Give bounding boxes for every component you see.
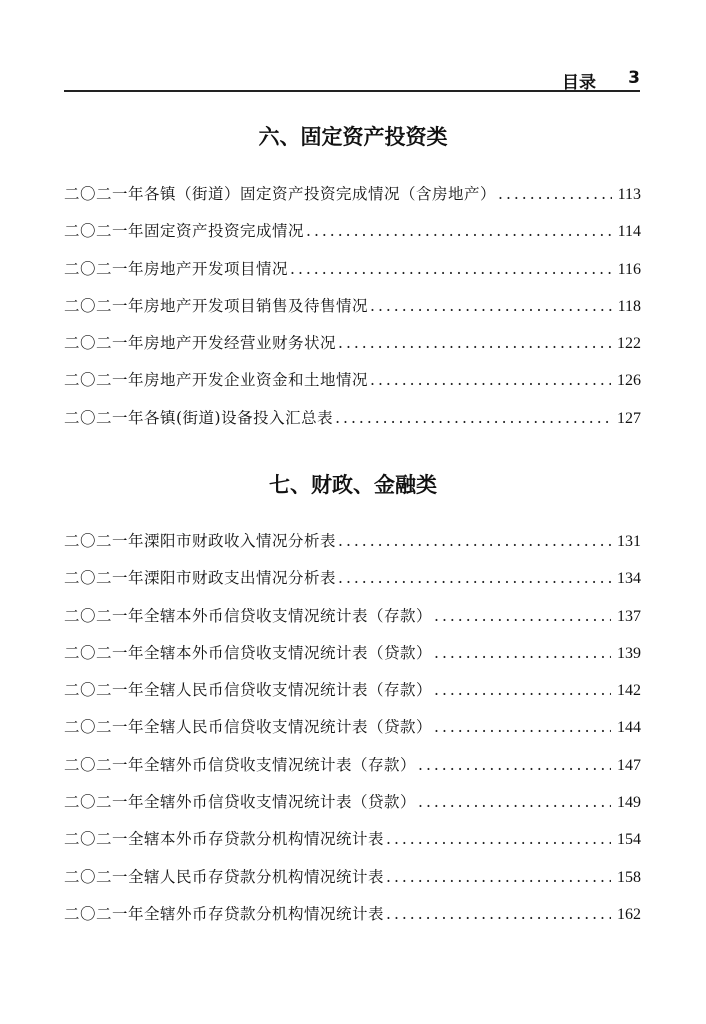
toc-entry[interactable] <box>64 294 641 331</box>
toc-entry-label: 二〇二一年各镇(街道)设备投入汇总表 <box>64 408 334 427</box>
toc-entry-label: 二〇二一年各镇（街道）固定资产投资完成情况（含房地产） <box>64 185 497 203</box>
dot-leader <box>498 185 612 203</box>
header-page-number: 3 <box>628 68 640 88</box>
header-title: 目录 <box>562 73 596 93</box>
toc-entry[interactable] <box>64 678 641 715</box>
toc-entry-page: 154 <box>617 831 641 849</box>
toc-entry-page: 158 <box>617 868 641 886</box>
toc-entry[interactable] <box>64 902 641 939</box>
toc-entry-page: 114 <box>617 223 641 241</box>
toc-entry-page: 137 <box>617 607 641 625</box>
toc-entry-label: 二〇二一年溧阳市财政支出情况分析表 <box>64 569 337 588</box>
dot-leader <box>434 607 611 625</box>
section-title-fixed-assets: 六、固定资产投资类 <box>258 125 448 149</box>
dot-leader <box>434 681 611 699</box>
page-header <box>64 66 640 92</box>
toc-entry[interactable] <box>64 219 641 256</box>
toc-entry-page: 122 <box>617 335 641 353</box>
dot-leader <box>335 409 611 427</box>
toc-entry-label: 二〇二一年房地产开发企业资金和土地情况 <box>64 371 369 390</box>
toc-entry-label: 二〇二一年全辖人民币信贷收支情况统计表（贷款） <box>64 718 433 737</box>
toc-entry[interactable] <box>64 641 641 678</box>
toc-entry[interactable] <box>64 182 641 219</box>
toc-entry-label: 二〇二一年全辖人民币信贷收支情况统计表（存款） <box>64 681 433 700</box>
toc-entry-label: 二〇二一年全辖外币存贷款分机构情况统计表 <box>64 904 385 923</box>
toc-entry-page: 142 <box>617 682 641 700</box>
toc-entry-page: 147 <box>617 756 641 774</box>
toc-entry-label: 二〇二一年全辖本外币信贷收支情况统计表（存款） <box>64 606 433 625</box>
toc-entry-page: 131 <box>617 533 641 550</box>
toc-entry[interactable] <box>64 331 641 368</box>
toc-entry-label: 二〇二一年溧阳市财政收入情况分析表 <box>64 532 337 550</box>
dot-leader <box>434 644 611 662</box>
toc-entry[interactable] <box>64 604 641 641</box>
toc-entry-page: 126 <box>617 372 641 390</box>
toc-entry[interactable] <box>64 257 641 294</box>
dot-leader <box>418 756 611 774</box>
toc-entry[interactable] <box>64 827 641 864</box>
dot-leader <box>386 830 611 848</box>
dot-leader <box>338 532 611 550</box>
toc-entry-label: 二〇二一全辖本外币存贷款分机构情况统计表 <box>64 830 385 849</box>
toc-entry[interactable] <box>64 368 641 405</box>
toc-entry-label: 二〇二一年房地产开发项目情况 <box>64 259 289 278</box>
toc-entry-label: 二〇二一年房地产开发项目销售及待售情况 <box>64 296 369 315</box>
dot-leader <box>338 569 611 587</box>
toc-entry-label: 二〇二一年全辖本外币信贷收支情况统计表（贷款） <box>64 643 433 662</box>
toc-entry-page: 144 <box>617 719 641 737</box>
section-title-finance: 七、财政、金融类 <box>269 473 437 497</box>
dot-leader <box>434 718 611 736</box>
toc-entry-page: 113 <box>617 186 641 203</box>
toc-entry-label: 二〇二一年全辖外币信贷收支情况统计表（存款） <box>64 755 417 774</box>
toc-entry-page: 139 <box>617 644 641 662</box>
dot-leader <box>370 297 612 315</box>
dot-leader <box>370 371 611 389</box>
dot-leader <box>386 905 611 923</box>
toc-entry[interactable] <box>64 865 641 902</box>
toc-entry-page: 127 <box>617 409 641 427</box>
toc-entry[interactable] <box>64 566 641 603</box>
toc-entry-page: 116 <box>617 260 641 278</box>
toc-list-fixed-assets <box>64 182 641 443</box>
toc-entry-label: 二〇二一年房地产开发经营业财务状况 <box>64 334 337 353</box>
toc-list-finance <box>64 529 641 939</box>
toc-entry-page: 118 <box>617 297 641 315</box>
toc-entry-page: 162 <box>617 905 641 923</box>
toc-entry-page: 134 <box>617 570 641 588</box>
toc-entry[interactable] <box>64 790 641 827</box>
toc-entry[interactable] <box>64 753 641 790</box>
toc-entry-page: 149 <box>617 794 641 812</box>
dot-leader <box>338 334 611 352</box>
toc-entry[interactable] <box>64 406 641 443</box>
toc-entry[interactable] <box>64 529 641 566</box>
toc-entry-label: 二〇二一年全辖外币信贷收支情况统计表（贷款） <box>64 793 417 812</box>
dot-leader <box>418 793 611 811</box>
dot-leader <box>290 260 612 278</box>
dot-leader <box>386 868 611 886</box>
dot-leader <box>306 222 612 240</box>
toc-entry[interactable] <box>64 715 641 752</box>
toc-entry-label: 二〇二一年固定资产投资完成情况 <box>64 222 305 241</box>
toc-entry-label: 二〇二一全辖人民币存贷款分机构情况统计表 <box>64 867 385 886</box>
